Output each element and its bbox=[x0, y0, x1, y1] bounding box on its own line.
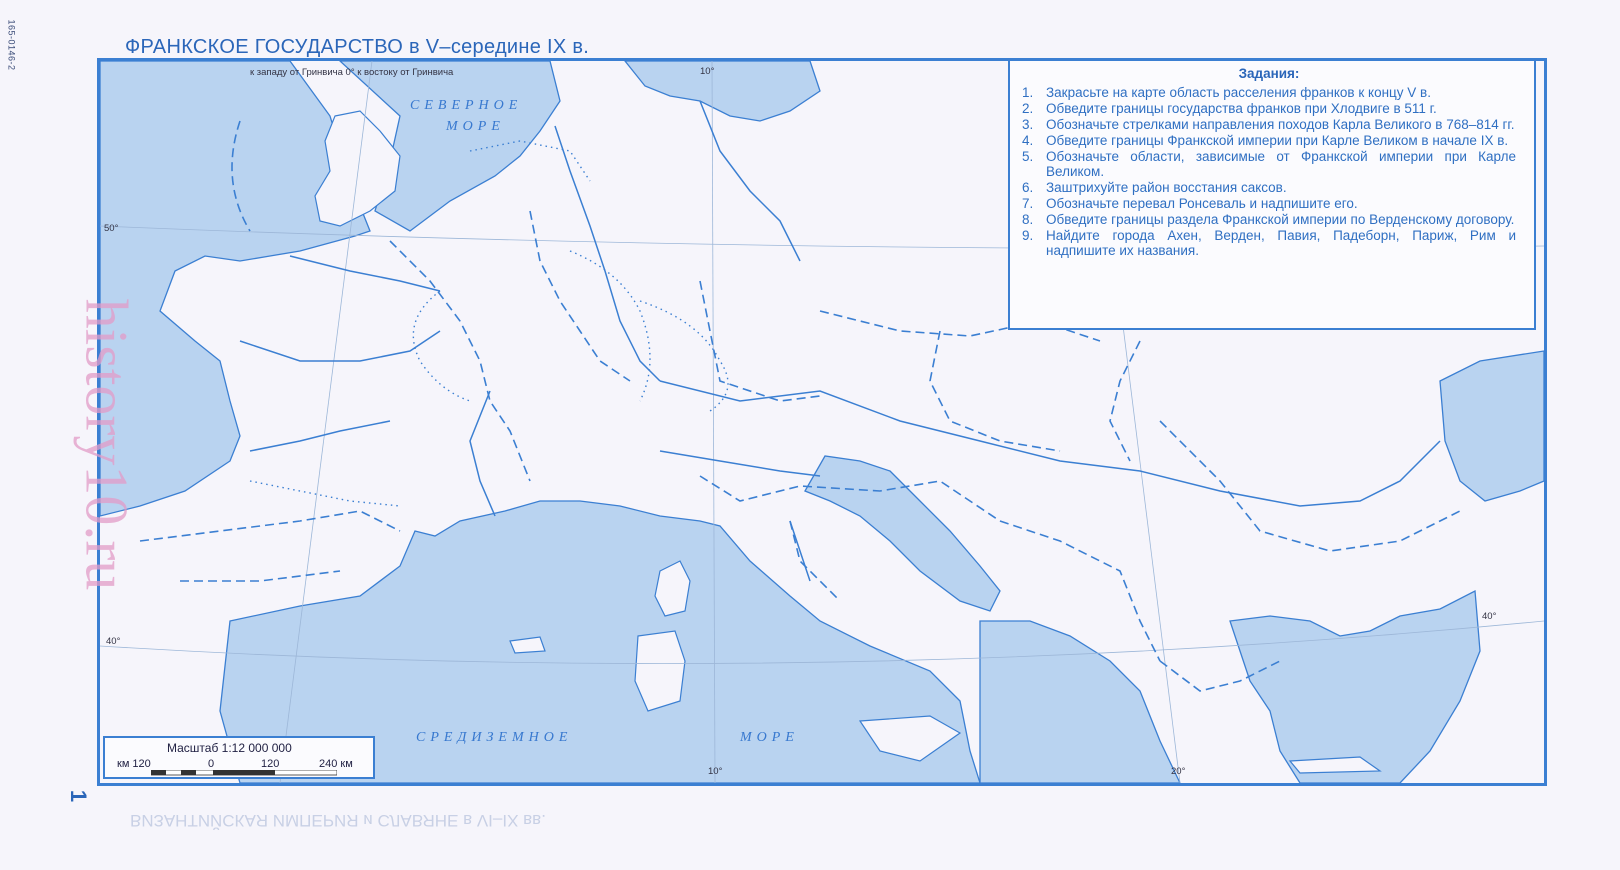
task-number: 5. bbox=[1022, 149, 1034, 164]
rhone-river bbox=[470, 391, 495, 516]
scale-bar bbox=[151, 770, 337, 776]
scale-panel bbox=[103, 736, 375, 779]
tasks-title: Задания: bbox=[1238, 66, 1300, 81]
task-number: 7. bbox=[1022, 196, 1034, 211]
scale-mid-label: 120 bbox=[261, 758, 280, 770]
task-number: 2. bbox=[1022, 101, 1034, 116]
north-sea-label-1: СЕВЕРНОЕ bbox=[410, 98, 523, 113]
task-text: Обозначьте стрелками направления походов Карла Великого в 768–814 гг. bbox=[1046, 117, 1515, 132]
mediterranean-label-1: СРЕДИЗЕМНОЕ bbox=[416, 730, 573, 745]
tasks-list bbox=[1022, 85, 1516, 258]
page-number: 1 bbox=[66, 789, 92, 803]
lat-50-label: 50° bbox=[104, 223, 119, 234]
side-code: 165-0146-2 bbox=[6, 19, 17, 71]
tasks-panel bbox=[1008, 58, 1536, 330]
task-item bbox=[1022, 101, 1516, 116]
task-text: Обведите границы государства франков при Хлодвиге в 511 г. bbox=[1046, 101, 1437, 116]
elbe-river bbox=[700, 101, 800, 261]
lat-40-left-label: 40° bbox=[106, 636, 121, 647]
loire-river bbox=[240, 331, 440, 361]
bleed-through-text: ВИЗАНТИЙСКАЯ ИМПЕРИЯ и СЛАВЯНЕ в VI–IX вв. bbox=[130, 811, 546, 830]
task-text: Обозначьте перевал Ронсеваль и надпишите его. bbox=[1046, 196, 1358, 211]
north-sea-label-2: МОРЕ bbox=[446, 119, 505, 134]
scale-left-label: км 120 bbox=[117, 758, 151, 770]
scale-zero-label: 0 bbox=[208, 758, 215, 770]
lon-20-bottom-label: 20° bbox=[1171, 766, 1186, 777]
task-number: 3. bbox=[1022, 117, 1034, 132]
task-text: Закрасьте на карте область расселения франков к концу V в. bbox=[1046, 85, 1431, 100]
task-item bbox=[1022, 196, 1516, 211]
seine-river bbox=[290, 256, 440, 291]
lat-40-right-label: 40° bbox=[1482, 611, 1497, 622]
task-item bbox=[1022, 149, 1516, 179]
task-item bbox=[1022, 85, 1516, 100]
sardinia-island bbox=[635, 631, 685, 711]
po-river bbox=[660, 451, 820, 476]
task-number: 9. bbox=[1022, 228, 1034, 243]
page-title: ФРАНКСКОЕ ГОСУДАРСТВО в V–середине IX в. bbox=[125, 36, 590, 58]
garonne-river bbox=[250, 421, 390, 451]
black-sea bbox=[1440, 351, 1544, 501]
mediterranean-label-2: МОРЕ bbox=[740, 730, 799, 745]
rhine-river bbox=[555, 126, 660, 381]
ionian-sea bbox=[980, 621, 1180, 783]
task-item bbox=[1022, 212, 1516, 227]
task-number: 6. bbox=[1022, 180, 1034, 195]
task-text: Обведите границы раздела Франкской империи по Верденскому договору. bbox=[1046, 212, 1515, 227]
scale-title: Масштаб 1:12 000 000 bbox=[167, 741, 292, 755]
task-number: 1. bbox=[1022, 85, 1034, 100]
task-number: 8. bbox=[1022, 212, 1034, 227]
task-item bbox=[1022, 228, 1516, 258]
scale-right-label: 240 км bbox=[319, 758, 353, 770]
coordinate-note: к западу от Гринвича 0° к востоку от Гринвича bbox=[250, 67, 454, 78]
tiber-river bbox=[790, 521, 810, 581]
aegean-sea bbox=[1230, 591, 1480, 783]
task-text: Обведите границы Франкской империи при Карле Великом в начале IX в. bbox=[1046, 133, 1509, 148]
task-item bbox=[1022, 133, 1516, 148]
lon-10-top-label: 10° bbox=[700, 66, 715, 77]
task-text: Заштрихуйте район восстания саксов. bbox=[1046, 180, 1287, 195]
adriatic-sea bbox=[805, 456, 1000, 611]
map-frame bbox=[97, 58, 1547, 786]
task-text: Найдите города Ахен, Верден, Павия, Падеборн, Париж, Рим и надпишите их названия. bbox=[1046, 228, 1516, 258]
task-text: Обозначьте области, зависимые от Франкской империи при Карле Великом. bbox=[1046, 149, 1516, 179]
task-item bbox=[1022, 180, 1516, 195]
lon-10-bottom-label: 10° bbox=[708, 766, 723, 777]
task-item bbox=[1022, 117, 1516, 132]
watermark: history10.ru bbox=[73, 298, 140, 591]
task-number: 4. bbox=[1022, 133, 1034, 148]
baltic-sea bbox=[625, 61, 820, 121]
